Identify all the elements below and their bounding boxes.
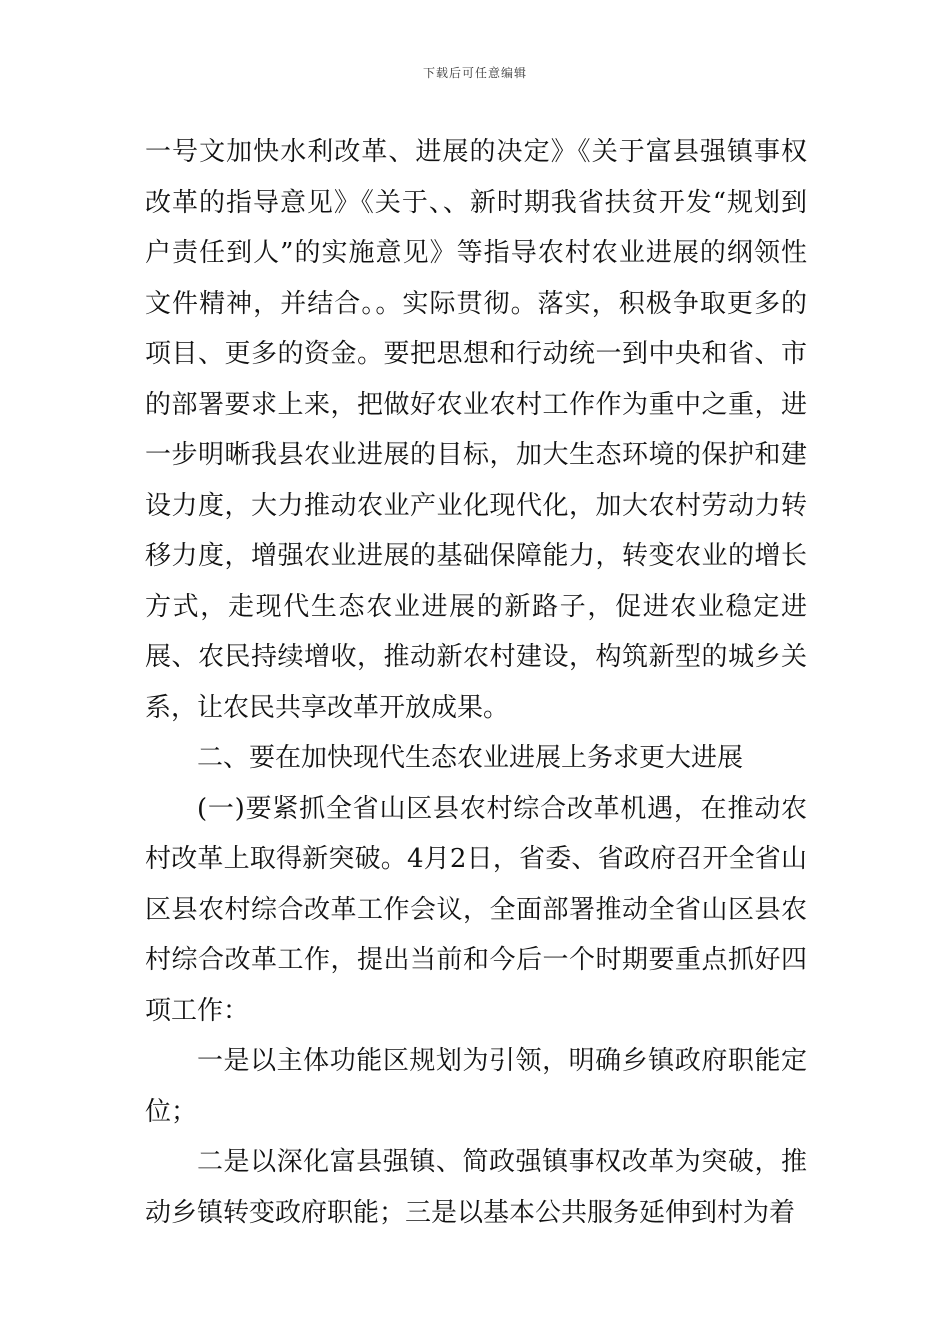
page-header: 下载后可任意编辑 bbox=[422, 66, 527, 80]
paragraph-1: 一号文加快水利改革、进展的决定》《关于富县强镇事权改革的指导意见》《关于、、新时期我省扶贫开发“规划到户责任到人”的实施意见》等指导农村农业进展的纲领性文件精神，并结合。。实际贯彻。落实，积极争取更多的项目、更多的资金。要把思想和行动统一到中央和省、市的部署要求上来，把做好农业农村工作作为重中之重，进一步明晰我县农业进展的目标，加大生态环境的保护和建设力度，大力推动农业产业化现代化，加大农村劳动力转移力度，增强农业进展的基础保障能力，转变农业的增长方式，走现代生态农业进展的新路子，促进农业稳定进展、农民持续增收，推动新农村建设，构筑新型的城乡关系，让农民共享改革开放成果。 bbox=[145, 137, 807, 723]
document-body bbox=[145, 127, 807, 1238]
section-heading-2: 二、要在加快现代生态农业进展上务求更大进展 bbox=[197, 743, 744, 773]
paragraph-3: (一)要紧抓全省山区县农村综合改革机遇，在推动农村改革上取得新突破。4月2日，省委、省政府召开全省山区县农村综合改革工作会议，全面部署推动全省山区县农村综合改革工作，提出当前和今后一个时期要重点抓好四项工作： bbox=[145, 793, 807, 1026]
paragraph-4: 一是以主体功能区规划为引领，明确乡镇政府职能定位； bbox=[145, 1046, 807, 1127]
paragraph-5: 二是以深化富县强镇、简政强镇事权改革为突破，推动乡镇转变政府职能；三是以基本公共服务延伸到村为着 bbox=[145, 1147, 807, 1228]
